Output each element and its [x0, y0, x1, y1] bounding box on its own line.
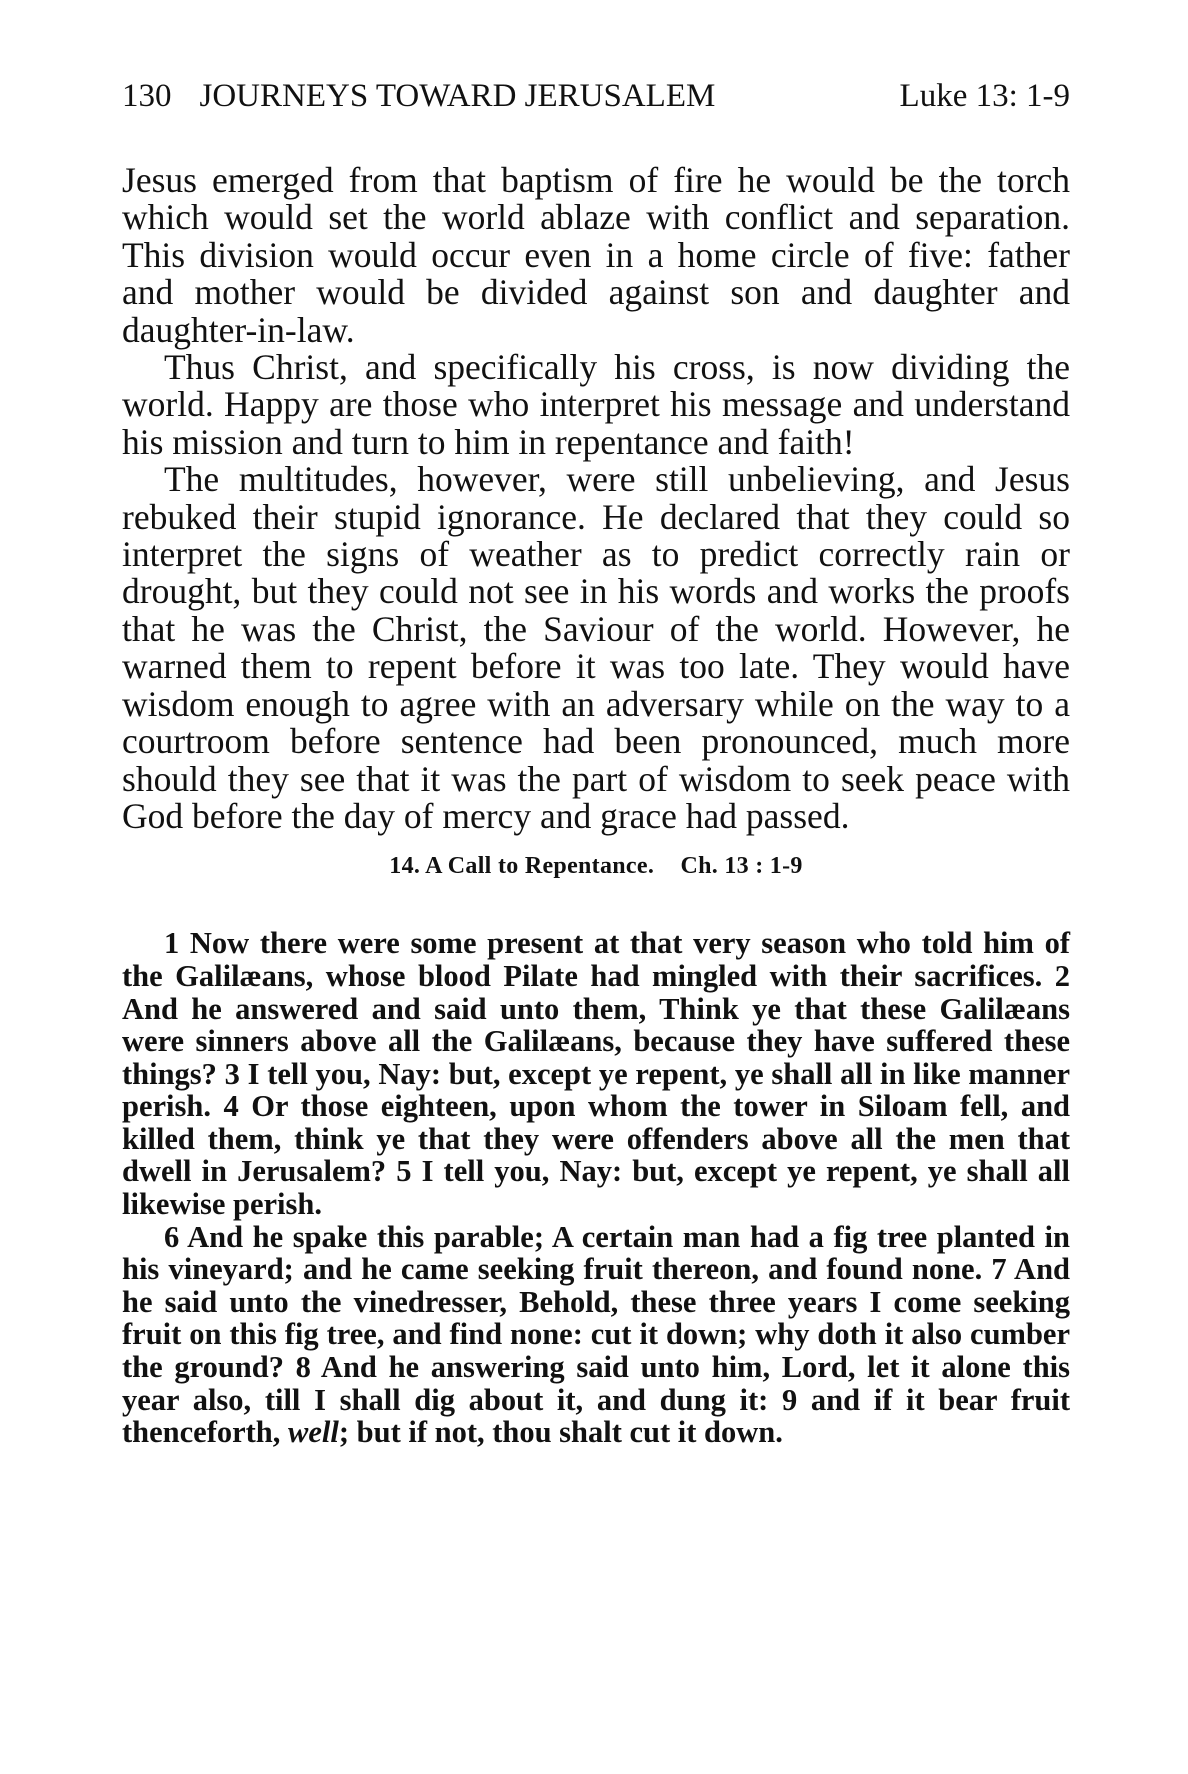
- chapter-reference: Luke 13: 1-9: [899, 78, 1070, 114]
- scripture-paragraph: [122, 1221, 1070, 1449]
- running-head: [122, 70, 1070, 122]
- book-title: JOURNEYS TOWARD JERUSALEM: [199, 78, 716, 114]
- body-paragraph: Jesus emerged from that baptism of fire he would be the torch which would set the world ablaze with conflict and separation. This division would occur even in a home circle of five: father and mother would be divided against son and daughter and daughter-in-law.: [122, 160, 1070, 350]
- page-number: 130: [122, 78, 172, 114]
- body-paragraph: Thus Christ, and specifically his cross, is now dividing the world. Happy are those who interpret his message and understand his mission and turn to him in repentance and faith!: [122, 347, 1070, 462]
- scripture-text: ; but if not, thou shalt cut it down.: [338, 1415, 783, 1450]
- scripture-text: 6 And he spake this parable; A certain man had a fig tree planted in his vineyard; and he came seeking fruit thereon, and found none. 7 And he said unto the vinedresser, Behold, these three years I come seeking fruit on this fig tree, and find none: cut it down; why doth it also cumber the ground? 8 And he answering said unto him, Lord, let it alone this year also, till I shall dig about it, and dung it: 9 and if it bear fruit thenceforth,: [122, 1219, 1070, 1450]
- section-heading: [122, 849, 1070, 883]
- section-title: 14. A Call to Repentance.: [389, 853, 655, 880]
- section-reference: Ch. 13 : 1-9: [680, 853, 803, 880]
- scripture-italic-word: well: [288, 1415, 339, 1450]
- book-page: [122, 70, 1070, 1449]
- running-head-left: [122, 70, 715, 122]
- scripture-paragraph: 1 Now there were some present at that very season who told him of the Galilæans, whose blood Pilate had mingled with their sacrifices. 2 And he answered and said unto them, Think ye that these Galilæans were sinners above all the Galilæans, because they have suffered these things? 3 I tell you, Nay: but, except ye repent, ye shall all in like manner perish. 4 Or those eighteen, upon whom the tower in Siloam fell, and killed them, think ye that they were offenders above all the men that dwell in Jerusalem? 5 I tell you, Nay: but, except ye repent, ye shall all likewise perish.: [122, 926, 1070, 1222]
- body-paragraph: The multitudes, however, were still unbelieving, and Jesus rebuked their stupid ignorance. He declared that they could so interpret the signs of weather as to predict correctly rain or drought, but they could not see in his words and works the proofs that he was the Christ, the Saviour of the world. However, he warned them to repent before it was too late. They would have wisdom enough to agree with an adversary while on the way to a courtroom before sentence had been pronounced, much more should they see that it was the part of wisdom to seek peace with God before the day of mercy and grace had passed.: [122, 459, 1070, 836]
